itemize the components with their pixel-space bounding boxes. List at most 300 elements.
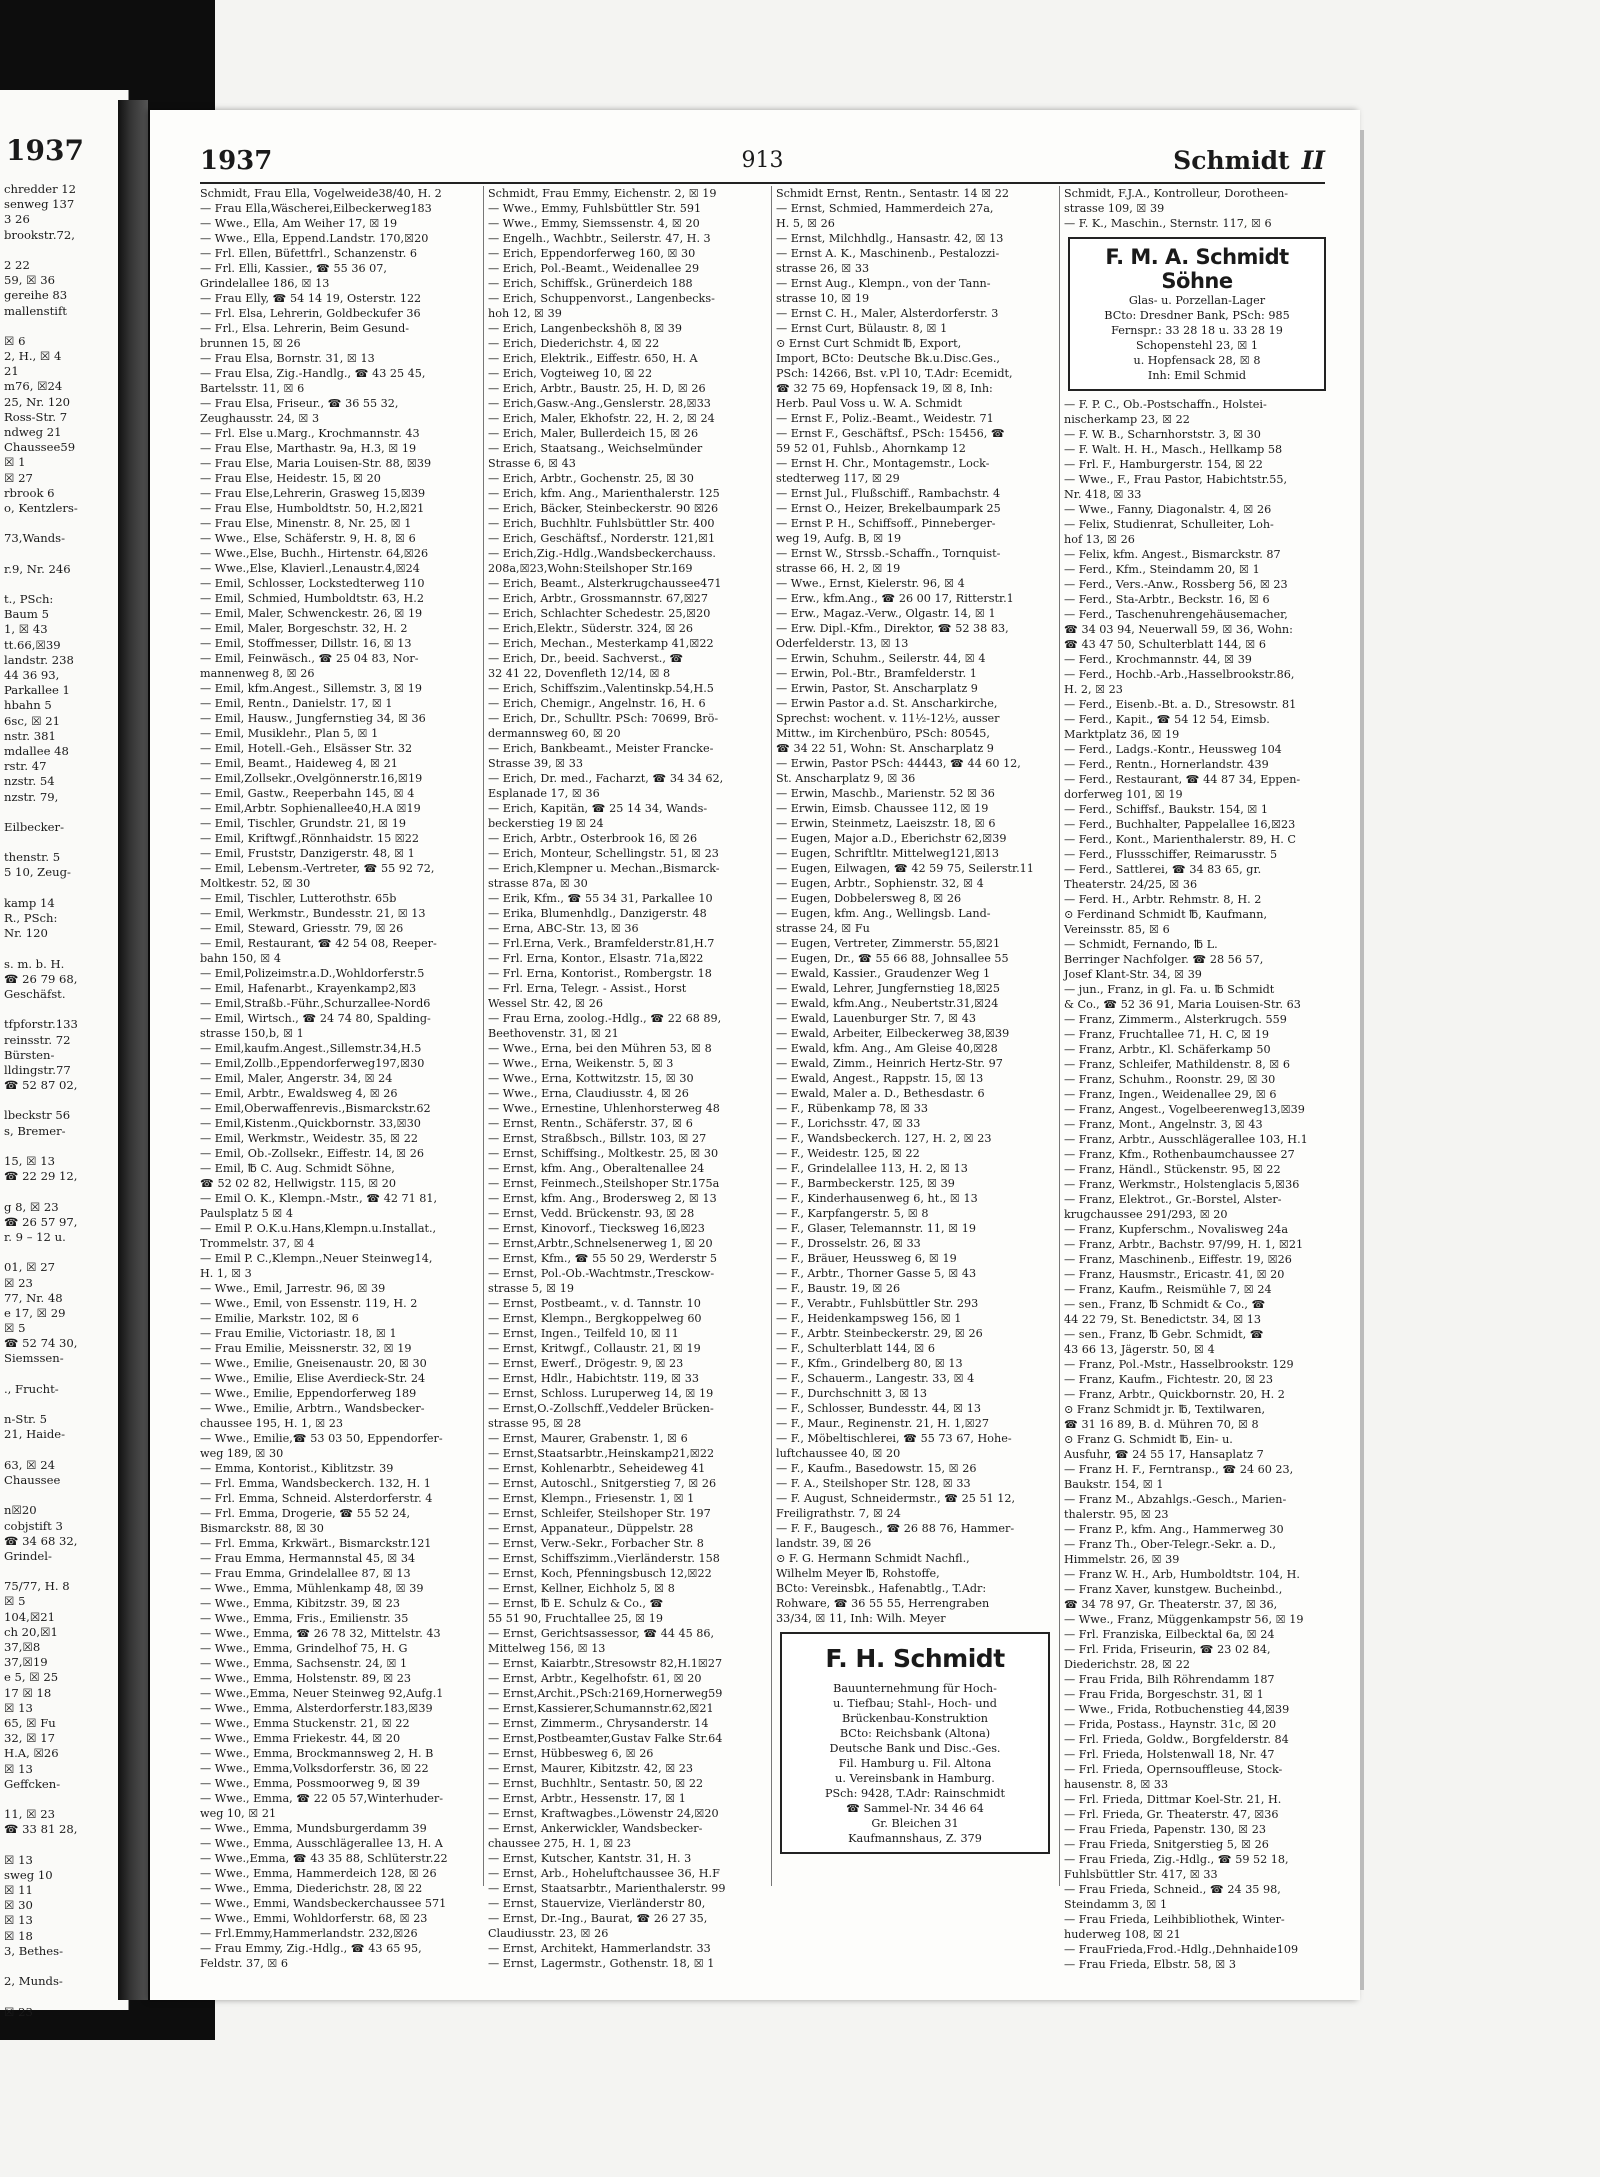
directory-entry: — Ernst,Staatsarbtr.,Heinskamp21,☒22 — [488, 1447, 715, 1460]
directory-entry: — Frl. Erna, Telegr. - Assist., Horst — [488, 982, 687, 995]
directory-entry: — Emil, Tischler, Grundstr. 21, ☒ 19 — [200, 817, 406, 830]
column-3 — [776, 186, 1054, 1886]
left-page-fragment-line: 5 10, Zeug- — [4, 865, 71, 880]
directory-entry: — F., Schulterblatt 144, ☒ 6 — [776, 1342, 935, 1355]
directory-entry: — Emil, Arbtr., Ewaldsweg 4, ☒ 26 — [200, 1087, 398, 1100]
directory-entry: — Frau Elsa, Bornstr. 31, ☒ 13 — [200, 352, 375, 365]
directory-entry: Berringer Nachfolger. ☎ 28 56 57, — [1064, 953, 1264, 966]
directory-entry: — Erich, Bankbeamt., Meister Francke- — [488, 742, 714, 755]
advertisement-title: F. H. Schmidt — [825, 1644, 1005, 1673]
directory-entry: ⊙ Ernst Curt Schmidt ℔, Export, — [776, 337, 962, 350]
left-page-fragment-line — [4, 577, 128, 592]
advertisement-box — [1068, 237, 1326, 391]
directory-entry: — Ferd. H., Arbtr. Rehmstr. 8, H. 2 — [1064, 893, 1262, 906]
directory-entry: — Ernst,Arbtr.,Schnelsenerweg 1, ☒ 20 — [488, 1237, 713, 1250]
left-page-fragment-line: tt.66,☒39 — [4, 637, 61, 652]
directory-entry: — FrauFrieda,Frod.-Hdlg.,Dehnhaide109 — [1064, 1943, 1299, 1956]
directory-entry: — Erich, kfm. Ang., Marienthalerstr. 125 — [488, 487, 720, 500]
directory-entry: — Franz, Kaufm., Reismühle 7, ☒ 24 — [1064, 1283, 1272, 1296]
advertisement-line: BCto: Dresdner Bank, PSch: 985 — [1104, 309, 1290, 322]
directory-entry: — Erich,Elektr., Süderstr. 324, ☒ 26 — [488, 622, 694, 635]
directory-entry: strasse 95, ☒ 28 — [488, 1417, 582, 1430]
directory-entry: — Wwe., Emma, Fris., Emilienstr. 35 — [200, 1612, 409, 1625]
left-page-fragment-line: gereihe 83 — [4, 288, 68, 303]
directory-entry: — Franz, Elektrot., Gr.-Borstel, Alster- — [1064, 1193, 1282, 1206]
directory-entry: Theaterstr. 24/25, ☒ 36 — [1064, 878, 1198, 891]
directory-entry: — Engelh., Wachbtr., Seilerstr. 47, H. 3 — [488, 232, 711, 245]
directory-entry: ⊙ F. G. Hermann Schmidt Nachfl., — [776, 1552, 970, 1565]
page-number: 913 — [741, 148, 784, 173]
left-page-fragment — [0, 90, 129, 2019]
directory-entry: — Ernst, Schiffsing., Moltkestr. 25, ☒ 30 — [488, 1147, 719, 1160]
left-page-fragment-line: m76, ☒24 — [4, 379, 63, 394]
directory-entry: — Frau Frida, Borgeschstr. 31, ☒ 1 — [1064, 1688, 1264, 1701]
left-page-fragment-line: ., Frucht- — [4, 1381, 59, 1396]
advertisement-line: Fernspr.: 33 28 18 u. 33 28 19 — [1111, 324, 1283, 337]
directory-entry: — Eugen, Major a.D., Eberichstr 62,☒39 — [776, 832, 1007, 845]
directory-entry: H. 2, ☒ 23 — [1064, 683, 1123, 696]
directory-entry: — Erich, Schiffszim.,Valentinskp.54,H.5 — [488, 682, 714, 695]
directory-entry: — Ernst, Buchhltr., Sentastr. 50, ☒ 22 — [488, 1777, 704, 1790]
directory-entry: Wessel Str. 42, ☒ 26 — [488, 997, 604, 1010]
directory-entry: BCto: Vereinsbk., Hafenabtlg., T.Adr: — [776, 1582, 987, 1595]
directory-entry: — Emil, Ob.-Zollsekr., Eiffestr. 14, ☒ 26 — [200, 1147, 424, 1160]
directory-entry: mannenweg 8, ☒ 26 — [200, 667, 315, 680]
directory-entry: — Frau Frieda, Leihbibliothek, Winter- — [1064, 1913, 1285, 1926]
directory-entry: — Frau Else, Minenstr. 8, Nr. 25, ☒ 1 — [200, 517, 412, 530]
running-head-name: Schmidt — [1173, 146, 1290, 175]
left-page-fragment-line: 2, H., ☒ 4 — [4, 349, 62, 364]
directory-entry: — Wwe., Emmy, Fuhlsbüttler Str. 591 — [488, 202, 702, 215]
directory-entry: nischerkamp 23, ☒ 22 — [1064, 413, 1190, 426]
directory-entry: — Ernst, Klempn., Friesenstr. 1, ☒ 1 — [488, 1492, 695, 1505]
directory-entry: Esplanade 17, ☒ 36 — [488, 787, 600, 800]
directory-entry: — Frl. Emma, Wandsbeckerch. 132, H. 1 — [200, 1477, 431, 1490]
directory-entry: — Emil, Werkmstr., Weidestr. 35, ☒ 22 — [200, 1132, 418, 1145]
directory-entry: H. 5, ☒ 26 — [776, 217, 835, 230]
directory-entry: weg 10, ☒ 21 — [200, 1807, 277, 1820]
directory-entry: — Ernst, Kfm., ☎ 55 50 29, Werderstr 5 — [488, 1252, 717, 1265]
directory-entry: — Erwin, Steinmetz, Laeiszstr. 18, ☒ 6 — [776, 817, 996, 830]
directory-entry: — Frau Frieda, Papenstr. 130, ☒ 23 — [1064, 1823, 1266, 1836]
directory-entry: — Wwe.,Else, Klavierl.,Lenaustr.4,☒24 — [200, 562, 420, 575]
left-page-fragment-line: ch 20,☒1 — [4, 1624, 58, 1639]
directory-entry: — Ernst, Arb., Hoheluftchaussee 36, H.F — [488, 1867, 720, 1880]
directory-entry: — sen., Franz, ℔ Schmidt & Co., ☎ — [1064, 1298, 1266, 1311]
directory-entry: — Ernst, Kraftwagbes.,Löwenstr 24,☒20 — [488, 1807, 719, 1820]
left-page-fragment-line: 73,Wands- — [4, 531, 66, 546]
directory-entry: — Erich, Mechan., Mesterkamp 41,☒22 — [488, 637, 714, 650]
directory-entry: — Felix, kfm. Angest., Bismarckstr. 87 — [1064, 548, 1281, 561]
left-page-fragment-line — [4, 1093, 128, 1108]
left-page-fragment-line: ☒ 13 — [4, 1913, 33, 1928]
directory-entry: strasse 24, ☒ Fu — [776, 922, 870, 935]
left-page-fragment-line — [4, 1564, 128, 1579]
left-page-fragment-line: ☒ 13 — [4, 1700, 33, 1715]
directory-entry: — Erich, Arbtr., Gochenstr. 25, ☒ 30 — [488, 472, 694, 485]
directory-entry: — Franz W. H., Arb, Humboldtstr. 104, H. — [1064, 1568, 1300, 1581]
directory-entry: Schmidt Ernst, Rentn., Sentastr. 14 ☒ 22 — [776, 187, 1009, 200]
left-page-fragment-line: e 5, ☒ 25 — [4, 1670, 59, 1685]
directory-entry: Feldstr. 37, ☒ 6 — [200, 1957, 289, 1970]
directory-entry: — Frl. Frieda, Dittmar Koel-Str. 21, H. — [1064, 1793, 1282, 1806]
directory-entry: — Wwe., Emma, Sachsenstr. 24, ☒ 1 — [200, 1657, 408, 1670]
column-1 — [200, 186, 478, 1970]
directory-entry: Rohware, ☎ 36 55 55, Herrengraben — [776, 1597, 990, 1610]
directory-entry: — Wwe., Franz, Müggenkampstr 56, ☒ 19 — [1064, 1613, 1304, 1626]
directory-entry: — Eugen, Dr., ☎ 55 66 88, Johnsallee 55 — [776, 952, 1009, 965]
directory-entry: — Wwe., Emma, Grindelhof 75, H. G — [200, 1642, 408, 1655]
directory-entry: — Emil, Hausw., Jungfernstieg 34, ☒ 36 — [200, 712, 426, 725]
left-page-fragment-line — [4, 1792, 128, 1807]
directory-entry: 59 52 01, Fuhlsb., Ahornkamp 12 — [776, 442, 966, 455]
directory-entry: — Frau Else, Heidestr. 15, ☒ 20 — [200, 472, 381, 485]
directory-entry: — Emil, Beamt., Haideweg 4, ☒ 21 — [200, 757, 398, 770]
left-page-fragment-line: Siemssen- — [4, 1351, 64, 1366]
directory-entry: ☎ 31 16 89, B. d. Mühren 70, ☒ 8 — [1064, 1418, 1259, 1431]
directory-entry: — Wwe., Emma, ☎ 22 05 57,Winterhuder- — [200, 1792, 444, 1805]
left-page-fragment-line: 59, ☒ 36 — [4, 273, 55, 288]
left-page-fragment-line: cobjstift 3 — [4, 1518, 63, 1533]
advertisement-line: Kaufmannshaus, Z. 379 — [848, 1832, 982, 1845]
directory-page — [150, 110, 1360, 2000]
directory-entry: — Emil, Restaurant, ☎ 42 54 08, Reeper- — [200, 937, 437, 950]
directory-entry: Freiligrathstr. 7, ☒ 24 — [776, 1507, 901, 1520]
directory-entry: PSch: 14266, Bst. v.Pl 10, T.Adr: Ecemidt, — [776, 367, 1013, 380]
directory-entry: — Ernst, Arbtr., Hessenstr. 17, ☒ 1 — [488, 1792, 686, 1805]
directory-entry: brunnen 15, ☒ 26 — [200, 337, 301, 350]
directory-entry: — Ernst,Kassierer,Schumannstr.62,☒21 — [488, 1702, 714, 1715]
left-page-fragment-line — [4, 835, 128, 850]
directory-entry: — Emil, Schmied, Humboldtstr. 63, H.2 — [200, 592, 424, 605]
directory-entry: — Ernst, Pol.-Ob.-Wachtmstr.,Tresckow- — [488, 1267, 715, 1280]
left-page-fragment-line: n☒20 — [4, 1503, 37, 1518]
directory-entry: — Ernst, Klempn., Bergkoppelweg 60 — [488, 1312, 702, 1325]
directory-entry: Strasse 39, ☒ 33 — [488, 757, 584, 770]
directory-entry: — F. Walt. H. H., Masch., Hellkamp 58 — [1064, 443, 1283, 456]
directory-entry: — Wwe., Emma, Mühlenkamp 48, ☒ 39 — [200, 1582, 424, 1595]
directory-entry: — Erich, Maler, Ekhofstr. 22, H. 2, ☒ 24 — [488, 412, 715, 425]
directory-entry: — Erich, Pol.-Beamt., Weidenallee 29 — [488, 262, 700, 275]
left-page-fragment-line: n-Str. 5 — [4, 1412, 48, 1427]
directory-entry: 43 66 13, Jägerstr. 50, ☒ 4 — [1064, 1343, 1215, 1356]
directory-entry: — Erich, Kapitän, ☎ 25 14 34, Wands- — [488, 802, 708, 815]
directory-entry: — F. K., Maschin., Sternstr. 117, ☒ 6 — [1064, 217, 1272, 230]
directory-entry: — F., Lorichsstr. 47, ☒ 33 — [776, 1117, 921, 1130]
left-page-fragment-line: Nr. 120 — [4, 926, 48, 941]
directory-entry: — Ferd., Hochb.-Arb.,Hasselbrookstr.86, — [1064, 668, 1295, 681]
directory-entry: — Frl. Else u.Marg., Krochmannstr. 43 — [200, 427, 420, 440]
left-page-fragment-line: 21 — [4, 364, 19, 379]
left-page-fragment-line — [4, 1184, 128, 1199]
advertisement-title: F. M. A. Schmidt Söhne — [1105, 245, 1289, 293]
directory-entry: ⊙ Ferdinand Schmidt ℔, Kaufmann, — [1064, 908, 1268, 921]
directory-entry: — Erich,Zig.-Hdlg.,Wandsbeckerchauss. — [488, 547, 716, 560]
column-4 — [1064, 186, 1330, 1971]
directory-entry: — Frau Else,Lehrerin, Grasweg 15,☒39 — [200, 487, 426, 500]
advertisement-line: Glas- u. Porzellan-Lager — [1128, 294, 1266, 307]
advertisement-box — [780, 1632, 1050, 1854]
directory-entry: ☎ 43 47 50, Schulterblatt 144, ☒ 6 — [1064, 638, 1266, 651]
left-page-fragment-line: o, Kentzlers- — [4, 500, 78, 515]
directory-entry: Oderfelderstr. 13, ☒ 13 — [776, 637, 909, 650]
directory-entry: — Ernst, Maurer, Grabenstr. 1, ☒ 6 — [488, 1432, 688, 1445]
directory-entry: beckerstieg 19 ☒ 24 — [488, 817, 604, 830]
directory-entry: — Wwe.,Else, Buchh., Hirtenstr. 64,☒26 — [200, 547, 429, 560]
directory-entry: — F., Baustr. 19, ☒ 26 — [776, 1282, 901, 1295]
left-page-fragment-line: 63, ☒ 24 — [4, 1457, 55, 1472]
directory-entry: — Franz, Händl., Stückenstr. 95, ☒ 22 — [1064, 1163, 1281, 1176]
left-page-fragment-line: Geschäfst. — [4, 986, 66, 1001]
directory-entry: — Frl. Erna, Kontor., Elsastr. 71a,☒22 — [488, 952, 704, 965]
directory-entry: — Ferd., Kont., Marienthalerstr. 89, H. C — [1064, 833, 1296, 846]
left-page-fragment-line: 6sc, ☒ 21 — [4, 713, 61, 728]
advertisement-line: u. Tiefbau; Stahl-, Hoch- und — [833, 1697, 997, 1710]
directory-entry: — Ernst, Zimmerm., Chrysanderstr. 14 — [488, 1717, 709, 1730]
directory-entry: — Frau Frieda, Schneid., ☎ 24 35 98, — [1064, 1883, 1281, 1896]
directory-entry: — Ewald, Arbeiter, Eilbeckerweg 38,☒39 — [776, 1027, 1010, 1040]
left-page-fragment-line: lldingstr.77 — [4, 1062, 71, 1077]
directory-entry: ⊙ Franz Schmidt jr. ℔, Textilwaren, — [1064, 1403, 1266, 1416]
directory-entry: — Frau Else, Humboldtstr. 50, H.2,☒21 — [200, 502, 425, 515]
directory-entry: — Franz, Angest., Vogelbeerenweg13,☒39 — [1064, 1103, 1305, 1116]
advertisement-line: Bauunternehmung für Hoch- — [833, 1682, 997, 1695]
left-page-fragment-line: 01, ☒ 27 — [4, 1260, 55, 1275]
directory-entry: — Ernst, ℔ E. Schulz & Co., ☎ — [488, 1597, 664, 1610]
directory-entry: — Wwe., Ella, Eppend.Landstr. 170,☒20 — [200, 232, 429, 245]
directory-entry: — Ernst, kfm. Ang., Brodersweg 2, ☒ 13 — [488, 1192, 717, 1205]
directory-entry: — Erich, Dr. med., Facharzt, ☎ 34 34 62, — [488, 772, 724, 785]
directory-entry: — Ewald, Maler a. D., Bethesdastr. 6 — [776, 1087, 985, 1100]
directory-entry: — Emil, Lebensm.-Vertreter, ☎ 55 92 72, — [200, 862, 435, 875]
directory-entry: — Wwe., Ernst, Kielerstr. 96, ☒ 4 — [776, 577, 965, 590]
directory-entry: — Franz, Werkmstr., Holstenglacis 5,☒36 — [1064, 1178, 1300, 1191]
directory-entry: — Ernst, Verw.-Sekr., Forbacher Str. 8 — [488, 1537, 704, 1550]
directory-entry: ☎ 34 78 97, Gr. Theaterstr. 37, ☒ 36, — [1064, 1598, 1278, 1611]
left-page-fragment-line — [4, 1002, 128, 1017]
left-page-fragment-line — [4, 1837, 128, 1852]
directory-entry: — Ernst F., Geschäftsf., PSch: 15456, ☎ — [776, 427, 1005, 440]
directory-entry: — Ernst, Kutscher, Kantstr. 31, H. 3 — [488, 1852, 692, 1865]
left-page-fragment-line: mallenstift — [4, 303, 67, 318]
directory-entry: — Frl.Erna, Verk., Bramfelderstr.81,H.7 — [488, 937, 715, 950]
directory-entry: Bartelsstr. 11, ☒ 6 — [200, 382, 305, 395]
directory-entry: — Ewald, Lehrer, Jungfernstieg 18,☒25 — [776, 982, 1001, 995]
column-divider — [771, 186, 772, 1886]
directory-entry: — Ernst H. Chr., Montagemstr., Lock- — [776, 457, 990, 470]
directory-entry: — Ewald, Angest., Rappstr. 15, ☒ 13 — [776, 1072, 984, 1085]
left-page-fragment-line — [4, 881, 128, 896]
directory-entry: — Franz, Arbtr., Bachstr. 97/99, H. 1, ☒21 — [1064, 1238, 1304, 1251]
directory-entry: — Erich, Arbtr., Grossmannstr. 67,☒27 — [488, 592, 709, 605]
left-page-fragment-line: ☎ 22 29 12, — [4, 1169, 78, 1184]
directory-entry: — Ferd., Sta-Arbtr., Beckstr. 16, ☒ 6 — [1064, 593, 1270, 606]
directory-entry: — Frl. Elsa, Lehrerin, Goldbeckufer 36 — [200, 307, 421, 320]
directory-entry: — Erich, Arbtr., Osterbrook 16, ☒ 26 — [488, 832, 698, 845]
directory-entry: — F., Drosselstr. 26, ☒ 33 — [776, 1237, 921, 1250]
left-page-fragment-line: 3, Bethes- — [4, 1943, 63, 1958]
left-page-fragment-line: tfpforstr.133 — [4, 1017, 78, 1032]
column-2 — [488, 186, 766, 1970]
directory-entry: — Frau Frieda, Zig.-Hdlg., ☎ 59 52 18, — [1064, 1853, 1289, 1866]
left-page-fragment-line: 32, ☒ 17 — [4, 1731, 55, 1746]
directory-entry: chaussee 275, H. 1, ☒ 23 — [488, 1837, 632, 1850]
left-page-fragment-line: 65, ☒ Fu — [4, 1715, 56, 1730]
left-page-fragment-line: kamp 14 — [4, 895, 55, 910]
directory-entry: — Wwe., Emma, Diederichstr. 28, ☒ 22 — [200, 1882, 423, 1895]
directory-entry: — Emil P. O.K.u.Hans,Klempn.u.Installat., — [200, 1222, 437, 1235]
directory-entry: Schmidt, F.J.A., Kontrolleur, Dorotheen- — [1064, 187, 1289, 200]
directory-entry: — Ferd., Eisenb.-Bt. a. D., Stresowstr. 81 — [1064, 698, 1297, 711]
directory-entry: — Franz H. F., Ferntransp., ☎ 24 60 23, — [1064, 1463, 1294, 1476]
directory-entry: Josef Klant-Str. 34, ☒ 39 — [1064, 968, 1202, 981]
directory-entry: — Ernst A. K., Maschinenb., Pestalozzi- — [776, 247, 1000, 260]
left-page-fragment-line: r. 9 – 12 u. — [4, 1229, 66, 1244]
directory-entry: — Emil, Steward, Griesstr. 79, ☒ 26 — [200, 922, 404, 935]
left-page-fragment-line: 21, Haide- — [4, 1427, 66, 1442]
left-page-year: 1937 — [6, 134, 84, 167]
directory-entry: — Erwin, Pastor, St. Anscharplatz 9 — [776, 682, 978, 695]
directory-entry: — Erwin, Pol.-Btr., Bramfelderstr. 1 — [776, 667, 977, 680]
directory-entry: — Erich, Arbtr., Baustr. 25, H. D, ☒ 26 — [488, 382, 706, 395]
directory-entry: — Ernst,Postbeamter,Gustav Falke Str.64 — [488, 1732, 723, 1745]
directory-entry: — Erwin Pastor a.d. St. Anscharkirche, — [776, 697, 998, 710]
directory-entry: — Frau Emilie, Meissnerstr. 32, ☒ 19 — [200, 1342, 412, 1355]
directory-entry: — Ferd., Krochmannstr. 44, ☒ 39 — [1064, 653, 1252, 666]
directory-entry: — Emil,kaufm.Angest.,Sillemstr.34,H.5 — [200, 1042, 422, 1055]
directory-entry: — Emil, Wirtsch., ☎ 24 74 80, Spalding- — [200, 1012, 431, 1025]
directory-entry: — Erwin, Maschb., Marienstr. 52 ☒ 36 — [776, 787, 995, 800]
directory-entry: — Wwe., Erna, Claudiusstr. 4, ☒ 26 — [488, 1087, 689, 1100]
directory-entry: — Ferd., Restaurant, ☎ 44 87 34, Eppen- — [1064, 773, 1301, 786]
directory-entry: — Erik, Kfm., ☎ 55 34 31, Parkallee 10 — [488, 892, 713, 905]
directory-entry: Herb. Paul Voss u. W. A. Schmidt — [776, 397, 962, 410]
left-page-fragment-line: ndweg 21 — [4, 425, 62, 439]
directory-entry: — Emil, Stoffmesser, Dillstr. 16, ☒ 13 — [200, 637, 412, 650]
directory-entry: — Franz, Arbtr., Ausschlägerallee 103, H.1 — [1064, 1133, 1308, 1146]
directory-entry: — Emil, Feinwäsch., ☎ 25 04 83, Nor- — [200, 652, 419, 665]
directory-entry: — Ernst, Schloss. Luruperweg 14, ☒ 19 — [488, 1387, 714, 1400]
directory-entry: Zeughausstr. 24, ☒ 3 — [200, 412, 320, 425]
directory-entry: — Emil P. C.,Klempn.,Neuer Steinweg14, — [200, 1252, 433, 1265]
directory-entry: — Frau Ella,Wäscherei,Eilbeckerweg183 — [200, 202, 432, 215]
directory-entry: ⊙ Franz G. Schmidt ℔, Ein- u. — [1064, 1433, 1233, 1446]
directory-entry: — F., Durchschnitt 3, ☒ 13 — [776, 1387, 928, 1400]
advertisement-line: ☎ Sammel-Nr. 34 46 64 — [846, 1802, 984, 1815]
directory-entry: — Ernst, Rentn., Schäferstr. 37, ☒ 6 — [488, 1117, 693, 1130]
directory-entry: Fuhlsbüttler Str. 417, ☒ 33 — [1064, 1868, 1218, 1881]
left-page-fragment-line: Baum 5 — [4, 607, 49, 622]
directory-entry: — Emil, Schlosser, Lockstedterweg 110 — [200, 577, 425, 590]
left-page-fragment-line: 15, ☒ 13 — [4, 1154, 55, 1168]
directory-entry: landstr. 39, ☒ 26 — [776, 1537, 872, 1550]
left-page-fragment-line: ☒ 23 — [4, 2004, 33, 2019]
directory-entry: — Ernst,Archit.,PSch:2169,Hornerweg59 — [488, 1687, 723, 1700]
page-edge — [1360, 130, 1364, 1990]
directory-entry: — Ernst C. H., Maler, Alsterdorferstr. 3 — [776, 307, 999, 320]
left-page-fragment-line: 11, ☒ 23 — [4, 1807, 55, 1822]
directory-entry: — Ferd., Flussschiffer, Reimarusstr. 5 — [1064, 848, 1278, 861]
directory-entry: — Erika, Blumenhdlg., Danzigerstr. 48 — [488, 907, 707, 920]
directory-entry: Mittelweg 156, ☒ 13 — [488, 1642, 606, 1655]
left-page-fragment-line: sweg 10 — [4, 1867, 53, 1882]
left-page-fragment-line — [4, 1488, 128, 1503]
left-page-fragment-line — [4, 243, 128, 258]
directory-entry: — Erwin, Pastor PSch: 44443, ☎ 44 60 12, — [776, 757, 1021, 770]
directory-entry: Nr. 418, ☒ 33 — [1064, 488, 1142, 501]
directory-entry: — F., Glaser, Telemannstr. 11, ☒ 19 — [776, 1222, 976, 1235]
directory-entry: — F., Möbeltischlerei, ☎ 55 73 67, Hohe- — [776, 1432, 1012, 1445]
directory-entry: — Frl. Frieda, Opernsouffleuse, Stock- — [1064, 1763, 1283, 1776]
directory-entry: — Eugen, Eilwagen, ☎ 42 59 75, Seilerstr.11 — [776, 862, 1034, 875]
directory-entry: — Emil,Arbtr. Sophienallee40,H.A ☒19 — [200, 802, 421, 815]
left-page-fragment-line: r.9, Nr. 246 — [4, 561, 71, 576]
directory-entry: — Ernst, Autoschl., Snitgerstieg 7, ☒ 26 — [488, 1477, 717, 1490]
directory-entry: — Wwe., Emilie,☎ 53 03 50, Eppendorfer- — [200, 1432, 443, 1445]
directory-entry: hoh 12, ☒ 39 — [488, 307, 562, 320]
left-page-fragment-line: s, Bremer- — [4, 1123, 66, 1138]
directory-entry: — Ernst, Milchhdlg., Hansastr. 42, ☒ 13 — [776, 232, 1004, 245]
directory-entry: — Ernst, Maurer, Kibitzstr. 42, ☒ 23 — [488, 1762, 694, 1775]
directory-entry: strasse 26, ☒ 33 — [776, 262, 870, 275]
left-page-fragment-line: R., PSch: — [4, 911, 58, 925]
left-page-fragment-line: Ross-Str. 7 — [4, 409, 68, 424]
directory-entry: — Emil, Maler, Schwenckestr. 26, ☒ 19 — [200, 607, 423, 620]
directory-entry: — Franz, Schuhm., Roonstr. 29, ☒ 30 — [1064, 1073, 1276, 1086]
directory-entry: — Frl. Frida, Friseurin, ☎ 23 02 84, — [1064, 1643, 1271, 1656]
left-page-fragment-line: ☒ 5 — [4, 1594, 26, 1609]
directory-entry: — Frau Elsa, Zig.-Handlg., ☎ 43 25 45, — [200, 367, 426, 380]
directory-entry: — Erw., kfm.Ang., ☎ 26 00 17, Ritterstr.1 — [776, 592, 1014, 605]
left-page-fragment-line: chredder 12 — [4, 182, 77, 196]
directory-entry: — Wwe.,Emma, Neuer Steinweg 92,Aufg.1 — [200, 1687, 444, 1700]
directory-entry: — Franz, Fruchtallee 71, H. C, ☒ 19 — [1064, 1028, 1269, 1041]
directory-entry: — F., Wandsbeckerch. 127, H. 2, ☒ 23 — [776, 1132, 992, 1145]
directory-entry: — Emil, Hotell.-Geh., Elsässer Str. 32 — [200, 742, 413, 755]
directory-entry: — Emil O. K., Klempn.-Mstr., ☎ 42 71 81, — [200, 1192, 438, 1205]
directory-entry: — Ferd., Schiffsf., Baukstr. 154, ☒ 1 — [1064, 803, 1269, 816]
directory-entry: — Frau Emma, Hermannstal 45, ☒ 34 — [200, 1552, 416, 1565]
directory-entry: — Franz M., Abzahlgs.-Gesch., Marien- — [1064, 1493, 1287, 1506]
directory-entry: — Wwe., Emmi, Wohldorferstr. 68, ☒ 23 — [200, 1912, 428, 1925]
directory-entry: Vereinsstr. 85, ☒ 6 — [1064, 923, 1170, 936]
directory-entry: — Ernst, Hübbesweg 6, ☒ 26 — [488, 1747, 654, 1760]
directory-entry: — Ernst, Feinmech.,Steilshoper Str.175a — [488, 1177, 720, 1190]
left-page-fragment-line: 37,☒19 — [4, 1655, 48, 1670]
directory-entry: — Erich, Chemigr., Angelnstr. 16, H. 6 — [488, 697, 706, 710]
left-page-fragment-line: Grindel- — [4, 1548, 52, 1563]
left-page-fragment-line: ☎ 26 57 97, — [4, 1214, 78, 1229]
left-page-fragment-line: 77, Nr. 48 — [4, 1290, 63, 1305]
directory-entry: — Erich, Monteur, Schellingstr. 51, ☒ 23 — [488, 847, 719, 860]
directory-entry: — Erich, Vogteiweg 10, ☒ 22 — [488, 367, 653, 380]
directory-entry: — Ernst, Appanateur., Düppelstr. 28 — [488, 1522, 694, 1535]
header-year: 1937 — [200, 146, 273, 176]
directory-entry: — Emil, Rentn., Danielstr. 17, ☒ 1 — [200, 697, 393, 710]
directory-entry: — Ernst, Hdlr., Habichtstr. 119, ☒ 33 — [488, 1372, 699, 1385]
directory-entry: — Emil,Zollb.,Eppendorferweg197,☒30 — [200, 1057, 425, 1070]
advertisement-line: PSch: 9428, T.Adr: Rainschmidt — [824, 1787, 1006, 1800]
directory-entry: — Ferd., Rentn., Hornerlandstr. 439 — [1064, 758, 1269, 771]
left-page-fragment-line: nzstr. 79, — [4, 789, 59, 804]
directory-entry: — Erwin, Eimsb. Chaussee 112, ☒ 19 — [776, 802, 989, 815]
directory-entry: — Ernst, Kinovorf., Tiecksweg 16,☒23 — [488, 1222, 705, 1235]
directory-entry: — Franz, Kaufm., Fichtestr. 20, ☒ 23 — [1064, 1373, 1273, 1386]
directory-entry: — Franz, Hausmstr., Ericastr. 41, ☒ 20 — [1064, 1268, 1285, 1281]
directory-entry: — Ernst, Kritwgf., Collaustr. 21, ☒ 19 — [488, 1342, 701, 1355]
directory-entry: — Frl. Franziska, Eilbecktal 6a, ☒ 24 — [1064, 1628, 1275, 1641]
directory-entry: St. Anscharplatz 9, ☒ 36 — [776, 772, 916, 785]
